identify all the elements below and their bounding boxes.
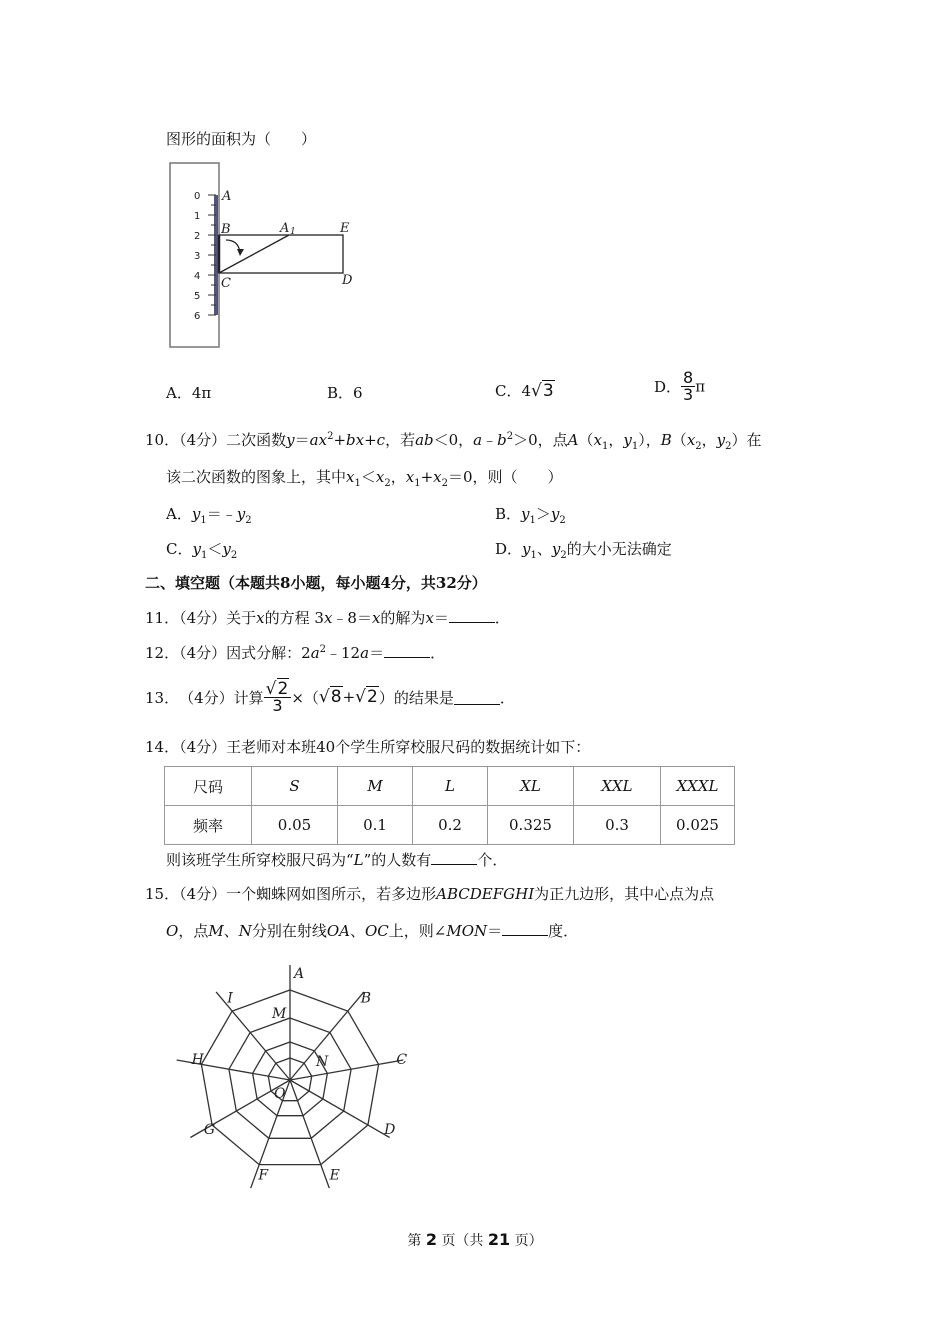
table-header-cell: M xyxy=(367,777,383,795)
q12-answer-blank[interactable] xyxy=(384,643,430,658)
vertex-label-b: B xyxy=(360,990,372,1007)
tick-0: 0 xyxy=(194,191,201,202)
table-header-cell: L xyxy=(445,777,455,795)
table-header-cell: 尺码 xyxy=(165,767,252,806)
point-label-n: N xyxy=(316,1054,329,1070)
vertex-label-g: G xyxy=(203,1122,216,1138)
point-label-o: O xyxy=(274,1086,286,1102)
page-footer: 第 2 页（共 21 页） xyxy=(407,1230,543,1249)
q9-stem-tail: 图形的面积为（ ） xyxy=(166,130,317,148)
tick-2: 2 xyxy=(194,231,201,242)
table-cell: 频率 xyxy=(165,806,252,845)
label-c: C xyxy=(221,276,231,291)
table-row xyxy=(165,806,735,845)
table-cell: 0.325 xyxy=(488,806,574,845)
q14-answer-blank[interactable] xyxy=(431,850,477,865)
table-cell: 0.05 xyxy=(252,806,338,845)
vertex-label-i: I xyxy=(227,990,233,1007)
q10-option-b: B．$y_1>y_2$ xyxy=(495,505,566,526)
label-d: D xyxy=(342,273,353,288)
q9-option-a: A．4π xyxy=(166,384,212,402)
tick-3: 3 xyxy=(194,251,201,262)
label-e: E xyxy=(340,221,350,236)
q15-line1: 15．（4分）一个蜘蛛网如图所示，若多边形ABCDEFGHI为正九边形，其中心点为点 xyxy=(145,885,715,903)
q11-answer-blank[interactable] xyxy=(449,608,495,623)
rectangle-bcde xyxy=(219,235,343,273)
tick-5: 5 xyxy=(194,291,201,302)
table-header-cell: XXXL xyxy=(676,777,719,795)
vertex-label-f: F xyxy=(258,1167,269,1184)
q14-stem: 14．（4分）王老师对本班40个学生所穿校服尺码的数据统计如下： xyxy=(145,738,591,756)
spider-web-figure xyxy=(160,960,420,1195)
web-ray xyxy=(290,1060,403,1080)
q9-option-c: C．4√3 xyxy=(495,381,554,401)
vertex-label-h: H xyxy=(191,1051,204,1068)
vertex-label-c: C xyxy=(396,1051,408,1068)
table-row xyxy=(165,767,735,806)
vertex-label-d: D xyxy=(384,1122,396,1138)
q9-option-d: D． $\frac{8}{3}$ π xyxy=(654,368,706,404)
tick-4: 4 xyxy=(194,271,201,282)
q11: 11．（4分）关于x的方程 3x﹣8＝x的解为x＝ ． xyxy=(145,609,510,627)
table-cell: 0.1 xyxy=(338,806,413,845)
table-header-cell: S xyxy=(289,777,300,795)
q10-option-a: A．$y_1=﹣y_2$ xyxy=(166,505,252,526)
label-a: A xyxy=(222,189,232,204)
q10-option-d: D．$y_1$、$y_2$的大小无法确定 xyxy=(495,540,672,561)
q14-question: 则该班学生所穿校服尺码为“L”的人数有 个． xyxy=(166,851,508,869)
q15-answer-blank[interactable] xyxy=(502,921,548,936)
table-header-cell: XL xyxy=(520,777,541,795)
q12: 12．（4分）因式分解：$2a^2﹣12a=$ ． xyxy=(145,644,446,662)
tick-6: 6 xyxy=(194,311,201,322)
label-a1: A xyxy=(280,221,290,236)
q10-line1: 10．（4分）二次函数$y=ax^2+bx+c$，若ab＜0，$a﹣b^2>0$，点$A(x_1$，$y_1$），$B(x_2$，$y_2$）在 xyxy=(145,431,762,452)
table-cell: 0.3 xyxy=(574,806,661,845)
tick-1: 1 xyxy=(194,211,201,222)
point-label-m: M xyxy=(272,1006,287,1022)
label-b: B xyxy=(221,222,231,237)
rotation-arrowhead xyxy=(237,249,244,256)
q10-line2: 该二次函数的图象上，其中$x_1<x_2$，$x_1+x_2=0$，则（ ） xyxy=(166,468,563,489)
section-fill-in-heading: 二、填空题（本题共8小题，每小题4分，共32分） xyxy=(145,574,487,592)
q9-option-b: B．6 xyxy=(327,384,363,402)
table-cell: 0.2 xyxy=(413,806,488,845)
table-header-cell: XXL xyxy=(601,777,633,795)
q15-line2: O，点M、N分别在射线OA、OC上，则∠MON＝ 度． xyxy=(166,922,579,940)
vertex-label-e: E xyxy=(329,1167,340,1184)
size-frequency-table xyxy=(164,766,735,845)
q13-answer-blank[interactable] xyxy=(454,690,500,705)
q9-ruler-figure xyxy=(166,160,366,352)
q13: 13． （4分） 计算 $\frac{√2}{3}$ ×（ √8 + √2 ） 的结果是 ． xyxy=(145,678,515,715)
q10-option-c: C．$y_1<y_2$ xyxy=(166,540,238,561)
table-cell: 0.025 xyxy=(661,806,735,845)
label-a1-sub: 1 xyxy=(290,227,296,237)
vertex-label-a: A xyxy=(294,966,305,982)
